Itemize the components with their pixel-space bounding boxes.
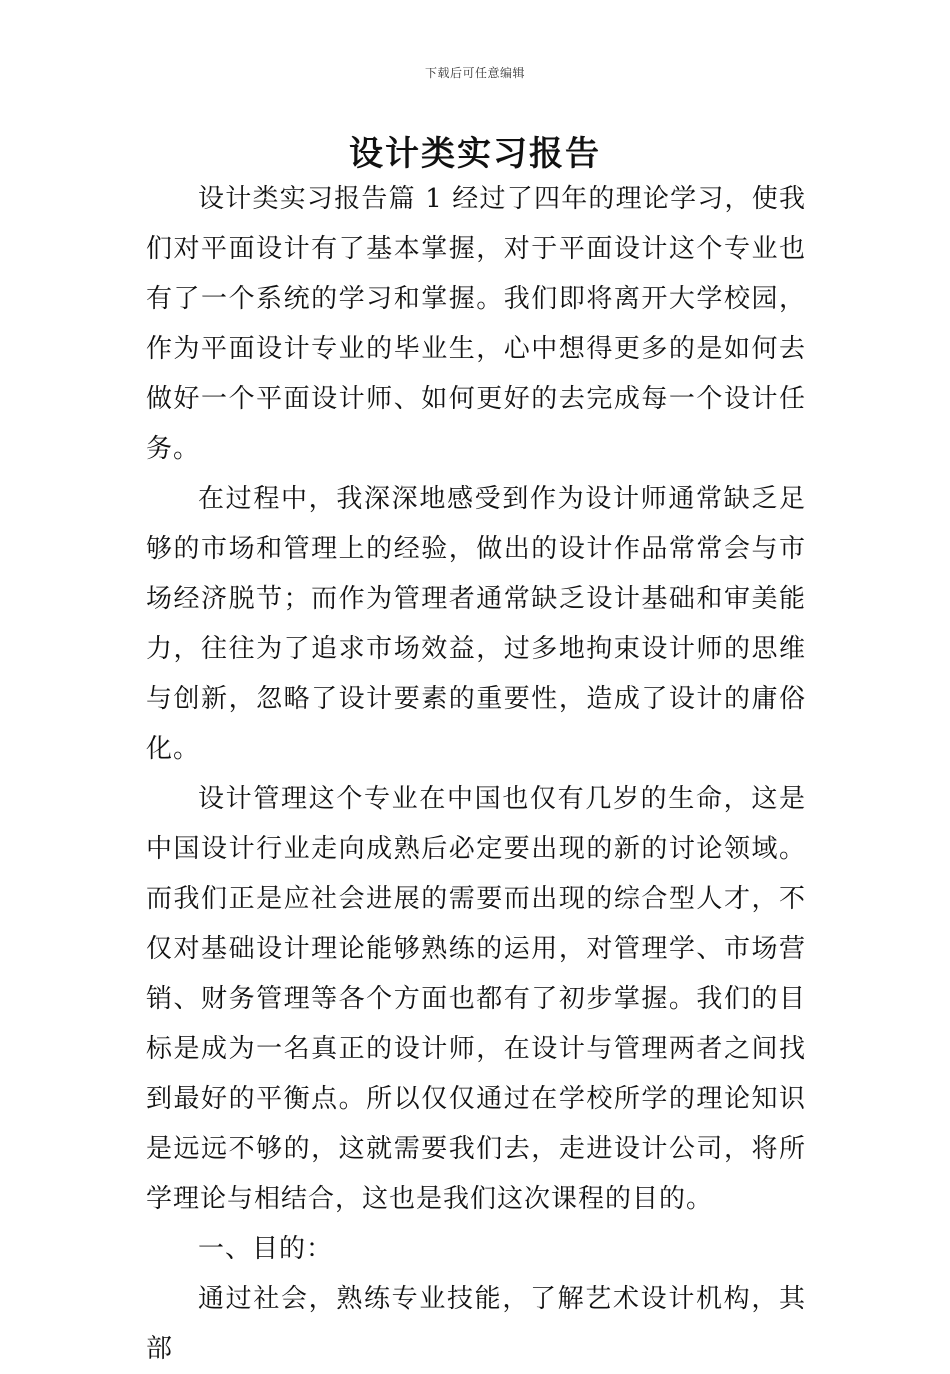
document-body xyxy=(146,174,806,1374)
paragraph-intro: 设计类实习报告篇 1 经过了四年的理论学习，使我们对平面设计有了基本掌握，对于平面设计这个专业也有了一个系统的学习和掌握。我们即将离开大学校园，作为平面设计专业的毕业生，心中想得更多的是如何去做好一个平面设计师、如何更好的去完成每一个设计任务。 xyxy=(146,184,806,464)
header-note: 下载后可任意编辑 xyxy=(424,66,525,80)
document-title: 设计类实习报告 xyxy=(349,134,601,174)
paragraph-design-management: 设计管理这个专业在中国也仅有几岁的生命，这是中国设计行业走向成熟后必定要出现的新的讨论领域。而我们正是应社会进展的需要而出现的综合型人才，不仅对基础设计理论能够熟练的运用，对管理学、市场营销、财务管理等各个方面也都有了初步掌握。我们的目标是成为一名真正的设计师，在设计与管理两者之间找到最好的平衡点。所以仅仅通过在学校所学的理论知识是远远不够的，这就需要我们去，走进设计公司，将所学理论与相结合，这也是我们这次课程的目的。 xyxy=(146,784,806,1214)
paragraph-purpose: 通过社会，熟练专业技能，了解艺术设计机构，其部 xyxy=(146,1284,806,1364)
section-heading-purpose: 一、目的： xyxy=(198,1234,334,1264)
paragraph-process: 在过程中，我深深地感受到作为设计师通常缺乏足够的市场和管理上的经验，做出的设计作品常常会与市场经济脱节；而作为管理者通常缺乏设计基础和审美能力，往往为了追求市场效益，过多地拘束设计师的思维与创新，忽略了设计要素的重要性，造成了设计的庸俗化。 xyxy=(146,484,806,764)
